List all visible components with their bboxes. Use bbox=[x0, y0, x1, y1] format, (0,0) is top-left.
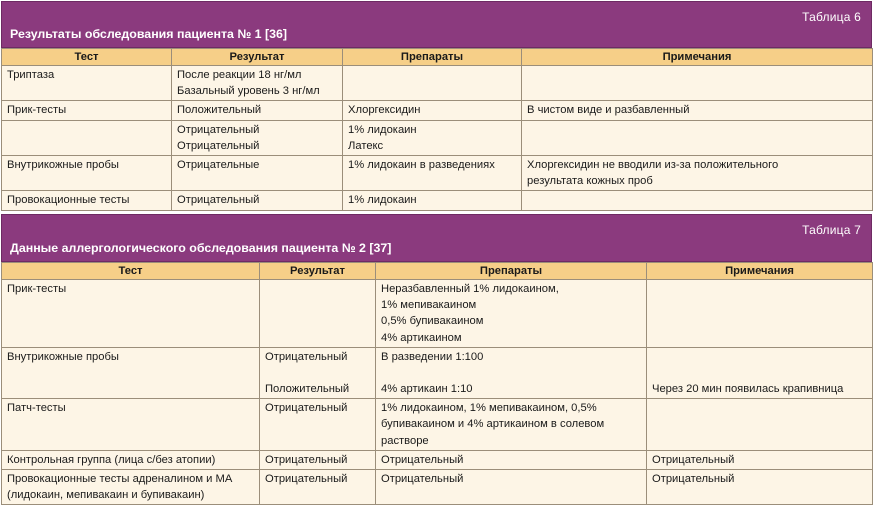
table-row bbox=[2, 156, 873, 191]
cell-line: Неразбавленный 1% лидокаином, bbox=[381, 283, 559, 295]
table-row bbox=[2, 66, 873, 101]
cell-test bbox=[2, 280, 260, 348]
cell-line: (лидокаин, мепивакаин и бупивакаин) bbox=[7, 489, 205, 502]
column-header-result: Результат bbox=[172, 49, 343, 66]
cell-line: Отрицательный bbox=[265, 473, 348, 486]
line-spacer bbox=[652, 349, 867, 365]
table-row bbox=[2, 101, 873, 120]
cell-test bbox=[2, 347, 260, 398]
cell-result bbox=[260, 470, 376, 505]
table-row bbox=[2, 450, 873, 469]
cell-line: Внутрикожные пробы bbox=[7, 350, 119, 363]
table-header-row bbox=[2, 263, 873, 280]
cell-drugs bbox=[376, 450, 647, 469]
cell-line: 1% лидокаин bbox=[348, 123, 417, 136]
cell-test bbox=[2, 120, 172, 155]
table-6-banner bbox=[1, 1, 872, 48]
cell-drugs bbox=[376, 347, 647, 398]
table-6-number: Таблица 6 bbox=[802, 10, 861, 24]
cell-result bbox=[260, 399, 376, 451]
table-6-block bbox=[1, 1, 872, 211]
cell-drugs bbox=[343, 191, 522, 210]
cell-line: Через 20 мин появилась крапивница bbox=[652, 382, 844, 395]
cell-notes bbox=[522, 120, 873, 155]
cell-line: Базальный уровень 3 нг/мл bbox=[177, 85, 320, 98]
cell-line: Отрицательный bbox=[265, 453, 348, 466]
cell-test bbox=[2, 450, 260, 469]
cell-line: растворе bbox=[381, 434, 429, 447]
cell-line: После реакции 18 нг/мл bbox=[177, 69, 302, 81]
cell-line: Отрицательный bbox=[177, 194, 260, 207]
line-spacer bbox=[381, 365, 641, 381]
cell-line: Хлоргексидин не вводили из-за положительного bbox=[527, 159, 779, 172]
cell-drugs bbox=[376, 280, 647, 348]
table-row bbox=[2, 399, 873, 451]
cell-line: Положительный bbox=[265, 383, 350, 396]
column-header-drugs: Препараты bbox=[343, 49, 522, 66]
column-header-notes: Примечания bbox=[522, 49, 873, 66]
cell-line: Отрицательный bbox=[381, 473, 464, 486]
table-7-title: Данные аллергологического обследования пациента № 2 [37] bbox=[10, 241, 392, 255]
column-header-test: Тест bbox=[2, 263, 260, 280]
column-header-drugs: Препараты bbox=[376, 263, 647, 280]
table-row bbox=[2, 280, 873, 348]
cell-line: Отрицательный bbox=[177, 123, 260, 136]
cell-line: Отрицательный bbox=[265, 350, 348, 363]
cell-line: Отрицательный bbox=[177, 139, 260, 152]
cell-drugs bbox=[343, 120, 522, 155]
table-header-row bbox=[2, 49, 873, 66]
line-spacer bbox=[265, 365, 370, 381]
table-7-block bbox=[1, 214, 872, 505]
table-row bbox=[2, 347, 873, 398]
table-row bbox=[2, 120, 873, 155]
cell-result bbox=[172, 120, 343, 155]
cell-notes bbox=[647, 399, 873, 451]
cell-result bbox=[172, 66, 343, 101]
cell-line: 4% артикаин 1:10 bbox=[381, 383, 473, 396]
cell-line: 0,5% бупивакаином bbox=[381, 315, 484, 328]
cell-test: Прик-тесты bbox=[2, 101, 172, 120]
cell-test: Провокационные тесты bbox=[2, 191, 172, 210]
cell-line: Патч-тесты bbox=[7, 402, 66, 415]
cell-line: Отрицательный bbox=[381, 453, 464, 466]
cell-drugs bbox=[376, 399, 647, 451]
cell-notes bbox=[522, 66, 873, 101]
cell-result bbox=[260, 347, 376, 398]
cell-result bbox=[172, 156, 343, 191]
cell-test bbox=[2, 470, 260, 505]
cell-notes bbox=[522, 191, 873, 210]
table-row bbox=[2, 191, 873, 210]
cell-line: 4% артикаином bbox=[381, 331, 462, 344]
table-7-banner bbox=[1, 214, 872, 262]
column-header-result: Результат bbox=[260, 263, 376, 280]
cell-line: результата кожных проб bbox=[527, 175, 653, 188]
cell-line: Положительный bbox=[177, 104, 262, 117]
cell-line: 1% мепивакаином bbox=[381, 299, 477, 312]
cell-line: 1% лидокаин в разведениях bbox=[348, 159, 495, 172]
cell-notes bbox=[647, 470, 873, 505]
table-6-title: Результаты обследования пациента № 1 [36] bbox=[10, 27, 287, 41]
cell-notes bbox=[647, 347, 873, 398]
cell-line: 1% лидокаин bbox=[348, 194, 417, 207]
cell-line: Контрольная группа (лица с/без атопии) bbox=[7, 453, 216, 466]
table-7 bbox=[1, 262, 873, 505]
cell-line: В разведении 1:100 bbox=[381, 350, 484, 363]
cell-test bbox=[2, 399, 260, 451]
table-row bbox=[2, 470, 873, 505]
cell-line: бупивакаином и 4% артикаином в солевом bbox=[381, 418, 605, 431]
cell-line: Отрицательный bbox=[652, 473, 735, 486]
cell-line: 1% лидокаином, 1% мепивакаином, 0,5% bbox=[381, 402, 597, 415]
cell-line: Хлоргексидин bbox=[348, 104, 421, 117]
cell-notes bbox=[647, 280, 873, 348]
cell-notes bbox=[522, 156, 873, 191]
cell-line: Латекс bbox=[348, 139, 384, 152]
cell-drugs bbox=[343, 101, 522, 120]
cell-result bbox=[172, 191, 343, 210]
cell-notes bbox=[647, 450, 873, 469]
line-spacer bbox=[652, 365, 867, 381]
table-7-number: Таблица 7 bbox=[802, 223, 861, 237]
cell-drugs bbox=[376, 470, 647, 505]
cell-line: Отрицательный bbox=[265, 402, 348, 415]
cell-drugs bbox=[343, 156, 522, 191]
cell-result bbox=[172, 101, 343, 120]
cell-result bbox=[260, 450, 376, 469]
cell-test: Внутрикожные пробы bbox=[2, 156, 172, 191]
cell-notes: В чистом виде и разбавленный bbox=[522, 101, 873, 120]
cell-line: Отрицательный bbox=[652, 453, 735, 466]
cell-drugs bbox=[343, 66, 522, 101]
cell-result bbox=[260, 280, 376, 348]
cell-test: Триптаза bbox=[2, 66, 172, 101]
column-header-test: Тест bbox=[2, 49, 172, 66]
cell-line: Провокационные тесты адреналином и МА bbox=[7, 473, 233, 486]
cell-line: Прик-тесты bbox=[7, 283, 67, 295]
table-6 bbox=[1, 48, 873, 211]
column-header-notes: Примечания bbox=[647, 263, 873, 280]
cell-line: Отрицательные bbox=[177, 159, 260, 172]
